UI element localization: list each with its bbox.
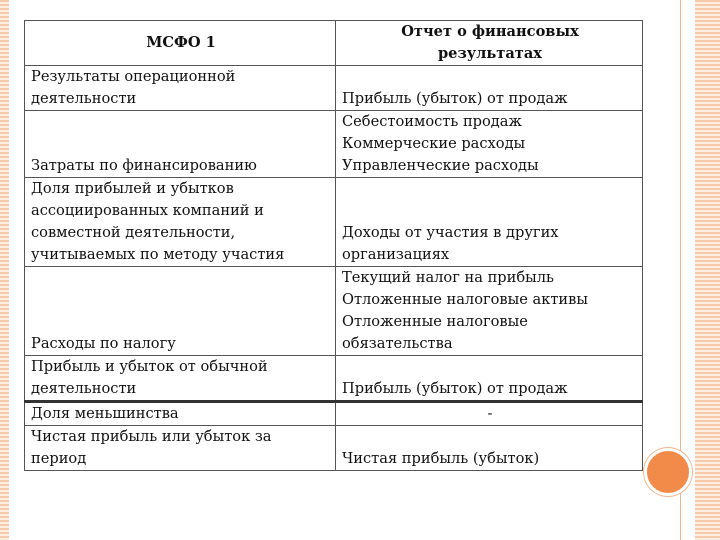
table-row (25, 66, 643, 111)
left-decorative-stripe (0, 0, 9, 540)
table-row (25, 402, 643, 426)
table-row (25, 111, 643, 178)
orange-circle-decoration (644, 448, 692, 496)
table-row (25, 426, 643, 471)
row-left-cell: Прибыль и убыток от обычной деятельности (25, 356, 336, 402)
row-right-cell: Прибыль (убыток) от продаж (336, 66, 643, 111)
header-financial-results: Отчет о финансовых результатах (336, 21, 643, 66)
table-row (25, 178, 643, 267)
header-ifrs: МСФО 1 (25, 21, 336, 66)
comparison-table (24, 20, 643, 471)
row-right-cell: - (336, 402, 643, 426)
row-left-cell: Результаты операционной деятельности (25, 66, 336, 111)
right-stripe-gap (690, 0, 695, 540)
row-left-cell: Доля прибылей и убытков ассоциированных компаний и совместной деятельности, учитываемых по методу участия (25, 178, 336, 267)
row-right-cell: Прибыль (убыток) от продаж (336, 356, 643, 402)
row-left-cell: Доля меньшинства (25, 402, 336, 426)
row-right-cell: Себестоимость продаж Коммерческие расходы Управленческие расходы (336, 111, 643, 178)
row-right-cell: Чистая прибыль (убыток) (336, 426, 643, 471)
row-left-cell: Затраты по финансированию (25, 111, 336, 178)
table-row (25, 267, 643, 356)
table-row (25, 356, 643, 402)
row-right-cell: Доходы от участия в других организациях (336, 178, 643, 267)
table-header-row (25, 21, 643, 66)
row-right-cell: Текущий налог на прибыль Отложенные налоговые активы Отложенные налоговые обязательства (336, 267, 643, 356)
row-left-cell: Расходы по налогу (25, 267, 336, 356)
row-left-cell: Чистая прибыль или убыток за период (25, 426, 336, 471)
